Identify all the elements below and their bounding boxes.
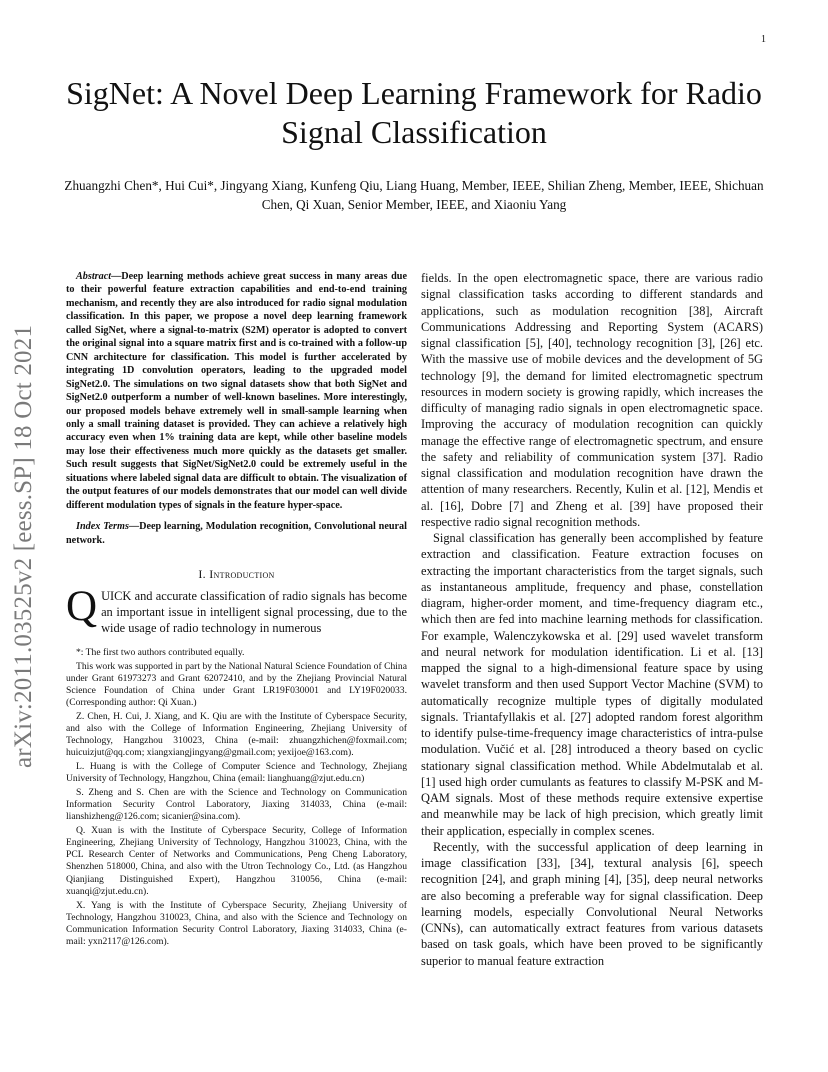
body-paragraph: fields. In the open electromagnetic space, there are various radio signal classification tasks according to different standards and applications, such as modulation recognition [38], Aircraft Communications Addressing and Reporting System (ACARS) signal classification [5], [40], technology recognition [3], [26] etc. With the massive use of mobile devices and the development of 5G technology [9], the demand for limited electromagnetic spectrum resources in modern society is growing rapidly, which increases the difficulty of managing radio signals in open electromagnetic space. Improving the accuracy of modulation recognition can quickly manage the effective range of electromagnetic spectrum, and ensure the safety and reliability of communication system [37]. Radio signal classification and modulation recognition have drawn the attention of many researchers. Recently, Kulin et al. [12], Mendis et al. [16], Dobre [7] and Zheng et al. [39] have proposed their respective radio signal recognition methods. — [421, 271, 763, 529]
section-heading-introduction: I. Introduction — [198, 567, 275, 582]
author-list: Zhuangzhi Chen*, Hui Cui*, Jingyang Xiang, Kunfeng Qiu, Liang Huang, Member, IEEE, Shilian Zheng, Member, IEEE, Shichuan Chen, Qi Xuan, Senior Member, IEEE, and Xiaoniu Yang — [64, 178, 764, 212]
index-terms-text: —Deep learning, Modulation recognition, Convolutional neural network. — [66, 521, 407, 546]
body-paragraph: Signal classification has generally been accomplished by feature extraction and classification. Feature extraction focuses on extracting the important characteristics from the target signals, such as instantaneous amplitude, frequency and phase, constellation diagram, higher-order moment, and time-frequency diagram etc., which then are fed into machine learning methods for classification. For example, Walenczykowska et al. [29] used wavelet transform and neural network for modulation identification. Li et al. [13] mapped the signal to a high-dimensional feature space by using wavelet transform and then used Support Vector Machine (SVM) to automatically recognize multiple types of digitally modulated signals. Triantafyllakis et al. [27] adopted random forest algorithm to identify pulse-time-frequency image characteristics of intra-pulse modulation. Vučić et al. [28] introduced a theory based on cyclic stationary signal classification method. While Abdelmutalab et al. [1] used high order cumulants as features to classify M-PSK and M-QAM signals. Most of these methods require extensive expertise and meanwhile may be lack of high precision, which greatly limit their application, especially in complex scenes. — [421, 531, 763, 838]
footnotes — [66, 647, 407, 948]
drop-cap: Q — [66, 583, 98, 631]
abstract — [66, 270, 407, 512]
left-column — [66, 270, 407, 950]
index-terms-label: Index Terms — [76, 521, 129, 533]
footnote: Q. Xuan is with the Institute of Cyberspace Security, College of Information Engineering, Zhejiang University of Technology, Hangzhou 310023, China, with the PCL Research Center of Networks and Communications, Peng Cheng Laboratory, Shenzhen 518000, China, and also with the Utron Technology Co., Ltd. (as Hangzhou Qianjiang Distinguished Expert), Hangzhou 310056, China (e-mail: xuanqi@zjut.edu.cn). — [66, 825, 407, 897]
intro-paragraph — [66, 583, 407, 637]
footnote: S. Zheng and S. Chen are with the Science and Technology on Communication Information Security Control Laboratory, Jiaxing 314033, China (e-mail: lianshizheng@126.com; sicanier@sina.com). — [66, 787, 407, 823]
index-terms — [66, 520, 407, 547]
footnote: *: The first two authors contributed equally. — [76, 646, 245, 658]
footnote: L. Huang is with the College of Computer Science and Technology, Zhejiang University of Technology, Hangzhou, China (email: lianghuang@zjut.edu.cn) — [66, 761, 407, 785]
arxiv-stamp: arXiv:2011.03525v2 [eess.SP] 18 Oct 2021 — [10, 324, 37, 768]
intro-text: UICK and accurate classification of radio signals has become an important issue in intelligent signal processing, due to the wide usage of radio technology in numerous — [101, 589, 407, 636]
paper-title: SigNet: A Novel Deep Learning Framework for Radio Signal Classification — [66, 75, 762, 150]
right-column — [421, 270, 763, 969]
abstract-text: —Deep learning methods achieve great success in many areas due to their powerful feature extraction capabilities and end-to-end training mechanism, and recently they are also introduced for radio signal modulation classification. In this paper, we propose a novel deep learning framework called SigNet, where a signal-to-matrix (S2M) operator is adopted to convert the original signal into a square matrix first and is co-trained with a follow-up CNN architecture for classification. This model is further accelerated by integrating 1D convolution operators, leading to the upgraded model SigNet2.0. The simulations on two signal datasets show that both SigNet and SigNet2.0 outperform a number of well-known baselines. More interestingly, our proposed models behave extremely well in small-sample learning when only a small training dataset is provided. They can achieve a relatively high accuracy even when 1% training data are kept, while other baseline models may lose their effectiveness much more quickly as the datasets get smaller. Such result suggests that SigNet/SigNet2.0 could be extremely useful in the situations where labeled signal data are difficult to obtain. The visualization of the output features of our models demonstrates that our model can well divide different modulation types of signals in the feature hyper-space. — [66, 271, 407, 511]
body-paragraph: Recently, with the successful application of deep learning in image classification [33], [34], textural analysis [6], speech recognition [24], and graph mining [4], [35], deep neural networks are also becoming a preferable way for signal classification. Deep learning models, especially Convolutional Neural Networks (CNNs), can automatically extract features from various datasets based on task goals, which have been proved to be significantly superior to manual feature extraction — [421, 839, 763, 968]
footnote: X. Yang is with the Institute of Cyberspace Security, Zhejiang University of Technology, Hangzhou 310023, China, and also with the Science and Technology on Communication Information Security Control Laboratory, Jiaxing 314033, China (e-mail: yxn2117@126.com). — [66, 899, 407, 947]
page-number: 1 — [761, 34, 766, 45]
footnote: Z. Chen, H. Cui, J. Xiang, and K. Qiu are with the Institute of Cyberspace Security, and also with the College of Information Engineering, Zhejiang University of Technology, Hangzhou 310023, China (e-mail: zhuangzhichen@foxmail.com; huicuizjut@qq.com; xiangxiangjingyang@gmail.com; yexijoe@163.com). — [66, 710, 407, 759]
footnote: This work was supported in part by the National Natural Science Foundation of China under Grant 61973273 and Grant 62072410, and by the Zhejiang Provincial Natural Science Foundation of China under Grant LR19F030001 and LY19F020033. (Corresponding author: Qi Xuan.) — [66, 660, 407, 708]
abstract-label: Abstract — [76, 271, 112, 282]
